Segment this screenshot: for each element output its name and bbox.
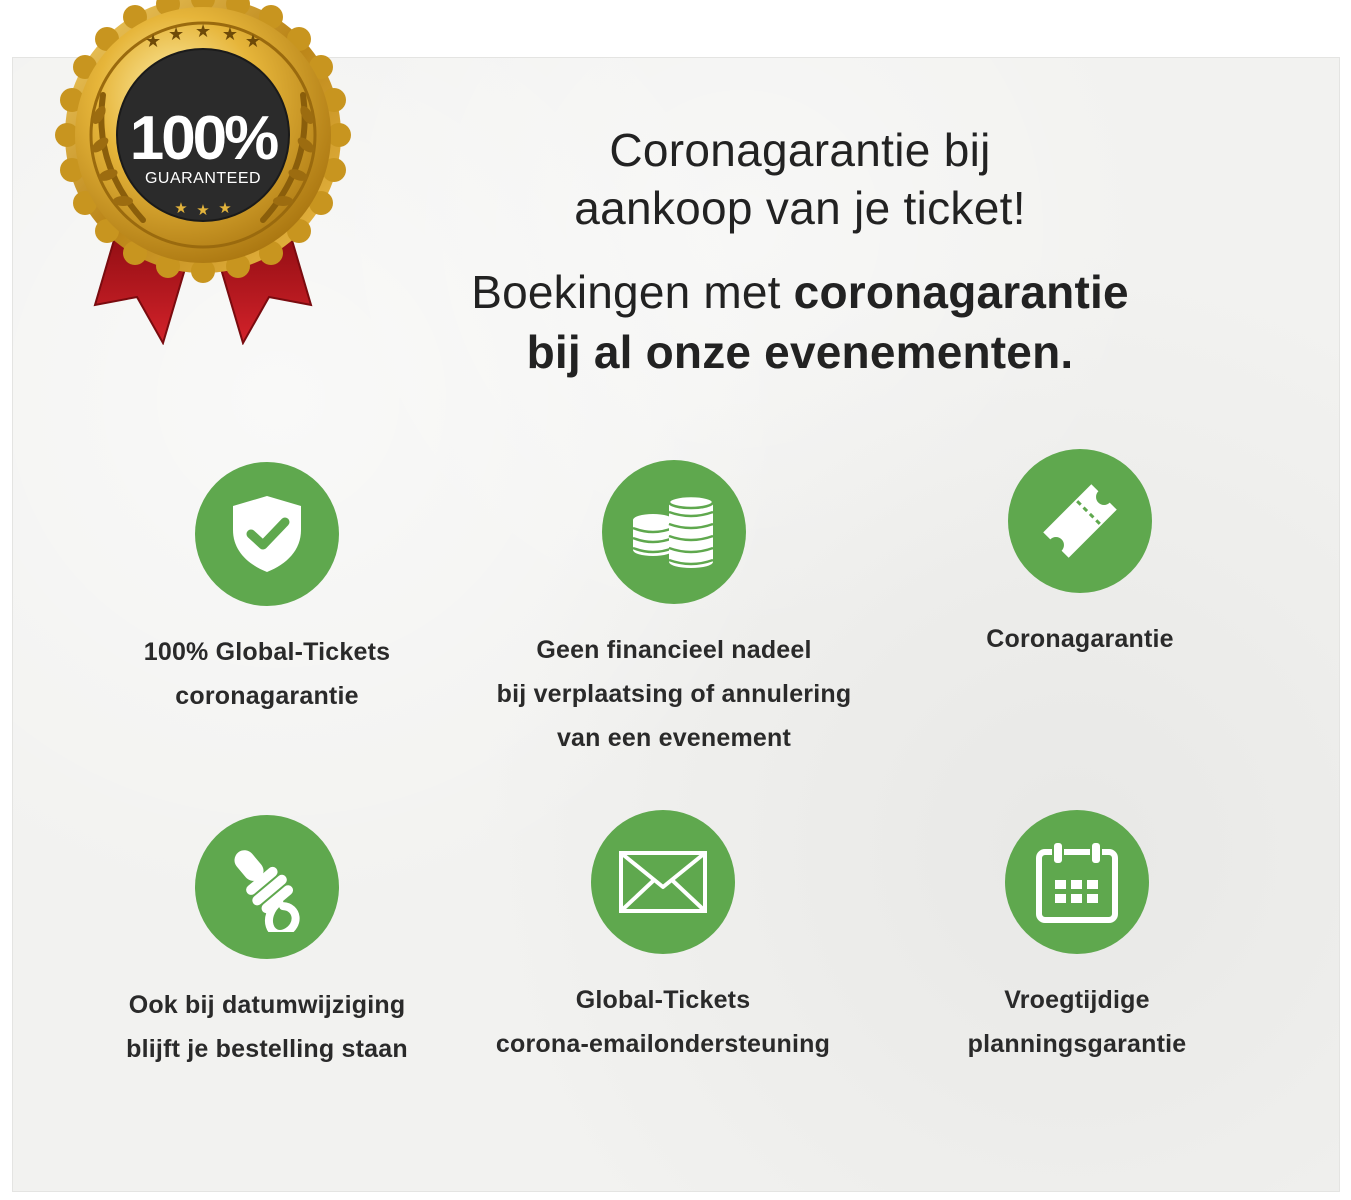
feature-icon-circle (1005, 810, 1149, 954)
feature-icon-circle (602, 460, 746, 604)
coins-icon (629, 494, 719, 570)
feature-item (453, 810, 873, 1066)
feature-text-line: planningsgarantie (967, 1030, 1187, 1058)
feature-text (867, 978, 1287, 1066)
feature-text-line: blijft je bestelling staan (126, 1035, 408, 1063)
subtitle-line-1-bold: coronagarantie (793, 266, 1129, 318)
feature-item (870, 449, 1290, 661)
subtitle-line-1 (420, 262, 1180, 322)
feature-icon-circle (195, 462, 339, 606)
envelope-icon (619, 851, 707, 913)
feature-text (57, 983, 477, 1071)
svg-text:★: ★ (174, 199, 188, 217)
calendar-icon (1035, 840, 1119, 924)
feature-text-line: coronagarantie (175, 682, 359, 710)
svg-text:★: ★ (167, 24, 185, 45)
feature-icon-circle (195, 815, 339, 959)
feature-icon-circle (591, 810, 735, 954)
feature-text-line: Geen financieel nadeel (536, 636, 812, 664)
page-title (420, 121, 1180, 237)
feature-item (867, 810, 1287, 1066)
svg-text:★: ★ (244, 31, 262, 52)
svg-text:★: ★ (221, 24, 239, 45)
feature-text-line: Global-Tickets (575, 986, 751, 1014)
feature-text-line: Ook bij datumwijziging (128, 991, 406, 1019)
feature-text-line: Coronagarantie (986, 625, 1174, 653)
svg-text:★: ★ (194, 21, 212, 42)
feature-text (464, 628, 884, 760)
subtitle-line-2: bij al onze evenementen. (526, 326, 1074, 378)
feature-text-line: corona-emailondersteuning (495, 1030, 831, 1058)
feature-text-line: 100% Global-Tickets (143, 638, 391, 666)
svg-text:★: ★ (144, 31, 162, 52)
feature-text-line: bij verplaatsing of annulering (496, 680, 852, 708)
feature-icon-circle (1008, 449, 1152, 593)
feature-item (57, 815, 477, 1071)
feature-item (464, 460, 884, 760)
feature-text-line: Vroegtijdige (1004, 986, 1150, 1014)
feature-text-line: van een evenement (556, 724, 792, 752)
knot-rope-icon (222, 842, 312, 932)
page-subtitle (420, 262, 1180, 382)
title-line-1: Coronagarantie bij (609, 124, 991, 176)
ticket-icon (1032, 473, 1128, 569)
feature-text (870, 617, 1290, 661)
subtitle-line-1-normal: Boekingen met (471, 266, 794, 318)
feature-text (453, 978, 873, 1066)
feature-text (57, 630, 477, 718)
badge-label: GUARANTEED (144, 170, 262, 187)
svg-text:★: ★ (218, 199, 232, 217)
feature-item (57, 462, 477, 718)
shield-check-icon (227, 492, 307, 576)
title-line-2: aankoop van je ticket! (574, 182, 1026, 234)
svg-text:★: ★ (196, 201, 210, 219)
guarantee-badge-icon (55, 0, 351, 345)
badge-percent: 100% (129, 104, 277, 173)
